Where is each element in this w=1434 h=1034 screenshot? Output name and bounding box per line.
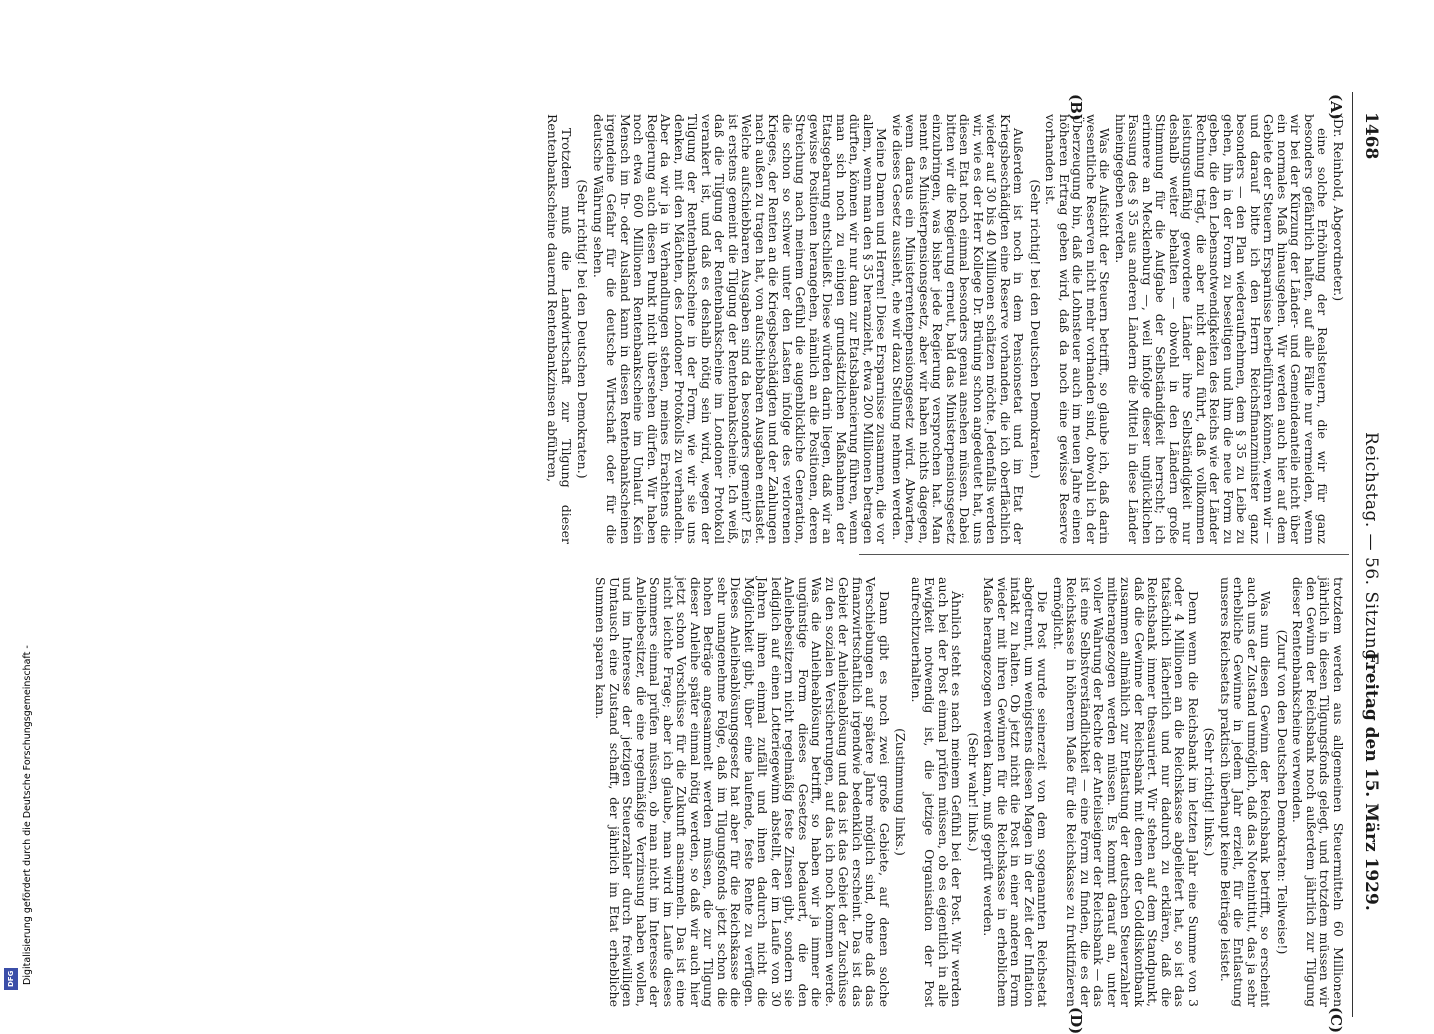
paragraph: Was nun diesen Gewinn der Reichsbank betrifft, so erscheint auch uns der Zustand unmöglich, daß das Notenintitut, das ja sehr erhebliche Gewinne in jedem Jahr erzielt, für die Entlastung unseres Reichsetats praktisch überhaupt keine Beiträge leistet. (1218, 577, 1274, 1007)
speaker-line: (Dr. Reinhold, Abgeordneter.) (1331, 114, 1346, 302)
paragraph: Meine Damen und Herren! Diese Ersparnisse zusammen, die vor allem, wenn man den § 35 heranzieht, etwa 200 Millionen betragen dürften, können wir nur dann zur Etatsbalancierung führen, wenn man sich noch zu einigen grundsätzlichen Maßnahmen der Etatsgebarung entschließt. Diese würden darin liegen, daß wir an gewisse Positionen herangehen, nämlich an die Positionen, deren Streichung nach meinem Gefühl die augenblickliche Generation, die schon so schwer unter den Lasten infolge des verlorenen Krieges, der Renten an die Kriegsbeschädigten und der Zahlungen nach außen zu tragen hat, von aufschiebbaren Ausgaben entlastet. Welche aufschiebbaren Ausgaben sind da besonders gemeint? Es ist erstens gemeint die Tilgung der Rentenbankscheine. Ich weiß, daß die Tilgung der Rentenbankscheine im Londoner Protokoll verankert ist, und daß es deshalb nötig sein wird, wegen der Tilgung der Rentenbankscheine in der Form, wie wir sie uns denken, mit den Mächten, des Londoner Protokolls zu verhandeln. Aber da wir ja in Verhandlungen stehen, meines Erachtens die Regierung auch diesen Punkt nicht übersehen dürfen. Wir haben noch etwa 600 Millionen Rentenbankscheine im Umlauf. Kein Mensch im In- oder Ausland kann in diesen Rentenbankscheinen irgendeine Gefahr für die deutsche Wirtschaft oder für die deutsche Währung sehen. (591, 114, 890, 544)
page-header (1355, 92, 1385, 1017)
margin-marker-d: (D) (1067, 1007, 1085, 1034)
paragraph: Trotzdem muß die Landwirtschaft zur Tilgung dieser Rentenbankscheine dauernd Rentenbankzinsen abführen, (545, 114, 574, 544)
interjection: (Sehr wahr! links.) (966, 732, 981, 852)
paragraph: Die Post wurde seinerzeit von dem sogenannten Reichsetat abgetrennt, um wenigstens diesen Magen in der Zeit der Inflation intakt zu halten. Ob jetzt nicht die Post in einer anderen Form wieder mit ihren Gewinnen für die Reichskasse in erheblichem Maße herangezogen werden kann, muß geprüft werden. (981, 577, 1051, 1007)
interjection: (Zuruf von den Deutschen Demokraten: Teilweise!) (1275, 629, 1290, 955)
paragraph: Außerdem ist noch in dem Pensionsetat und im Etat der Kriegsbeschädigten eine Reserve vorhanden, die ich oberflächlich wieder auf 30 bis 40 Millionen schätzen möchte. Jedenfalls werden wir, wie es der Herr Kollege Dr. Brüning schon angedeutet hat, uns diesen Etat noch einmal besonders genau ansehen müssen. Dabei bitten wir die Regierung erneut, bald das Ministerpensionsgesetz einzubringen, was bisher jede Regierung versprochen hat. Man nennt es Ministerpensionsgesetz, aber wir haben nichts dagegen, wenn daraus ein Ministerrentenpensionsgesetz wird. Abwarten, wie dieses Gesetz aussieht, ehe wir dazu Stellung nehmen werden. (890, 114, 1027, 544)
column-divider (859, 554, 1349, 555)
interjection: (Sehr richtig! links.) (1202, 727, 1218, 857)
rotated-page (120, 92, 1385, 1034)
paragraph: Denn wenn die Reichsbank im letzten Jahr eine Summe von 3 oder 4 Millionen an die Reichskasse abgeliefert hat, so ist das tatsächlich lächerlich und nur dadurch zu erklären, daß die Reichsbank immer thesauriert. Wir stehen auf dem Standpunkt, daß die Gewinne der Reichsbank mit denen der Golddiskontbank zusammen allmählich zur Entlastung der deutschen Steuerzahler mitherangezogen werden müssen. Es kommt darauf an, unter voller Wahrung der Rechte der Anteilseigner der Reichsbank — das ist eine Selbstverständlichkeit — eine Form zu finden, die es der Reichskasse in höherem Maße für die Reichskasse zu fruktifizieren ermöglicht. (1051, 577, 1201, 1007)
margin-marker-c: (C) (1327, 1007, 1345, 1034)
header-rule (1352, 92, 1353, 1017)
paragraph: Ähnlich steht es nach meinem Gefühl bei der Post. Wir werden auch bei der Post einmal prüfen müssen, ob es eigentlich in alle Ewigkeit notwendig ist, die jetzige Organisation der Post aufrechtzuerhalten. (909, 577, 965, 1007)
page-title: Reichstag. — 56. Sitzung. (1361, 432, 1381, 667)
paragraph: eine solche Erhöhung der Realsteuern, die wir für ganz besonders gefährlich halten, auf alle Fälle nur vermeiden, wenn wir bei der Kürzung der Länder- und Gemeindeanteile nicht über ein normales Maß hinausgehen. Wir werden auch hier auf dem Gebiete der Steuern Ersparnisse herbeiführen können, wenn wir — und darauf bitte ich den Herrn Reichsfinanzminister ganz besonders — den Plan wiederaufnehmen, dem § 35 zu Leibe zu gehen, ihn in der Form zu beseitigen und ihm die neue Form zu geben, die den Lebensnotwendigkeiten des Reichs wie der Länder Rechnung trägt, die aber nicht dazu führt, daß vollkommen leistungsunfähig gewordene Länder ihre Selbständigkeit nur deshalb weiter behalten — obwohl in den Ländern große Stimmung für die Aufgabe der Selbständigkeit herrscht; ich erinnere an Mecklenburg —, weil infolge dieser unglücklichen Fassung des § 35 aus anderen Ländern die Mittel in diese Länder hineingegeben werden. (1113, 114, 1331, 544)
margin-marker-b: (B) (1067, 94, 1085, 121)
dfg-logo: DFG (4, 968, 18, 990)
interjection: (Sehr richtig! bei den Deutschen Demokraten.) (575, 179, 591, 479)
page-date: Freitag den 15. März 1929. (1361, 652, 1381, 911)
paragraph: Dann gibt es noch zwei große Gebiete, auf denen solche Verschiebungen auf spätere Jahre möglich sind, ohne daß das finanzwirtschaftlich irgendwie bedenklich erscheint. Das ist das Gebiet der Anleiheablösung und das ist das Gebiet der Zuschüsse zu den sozialen Versicherungen, auf das ich noch kommen werde. Was die Anleiheablösung betrifft, so haben wir ja immer die ungünstige Form dieses Gesetzes bedauert, die den Anleihebesitzern nicht regelmäßig feste Zinsen gibt, sondern sie lediglich auf einen Lotteriegewinn abstellt, der im Laufe von 30 Jahren ihnen einmal zufällt und ihnen dadurch nicht die Möglichkeit gibt, über eine laufende, feste Rente zu verfügen. Dieses Anleiheablösungsgesetz hat aber für die Reichskasse die sehr unangenehme Folge, daß im Tilgungsfonds jetzt schon die hohen Beträge angesammelt werden müssen, die zur Tilgung dieser Anleihe später einmal nötig werden, so daß wir auch hier jetzt schon Vorschüsse für die Zukunft ansammeln. Das ist eine nicht leichte Frage; aber ich glaube, man wird im Laufe dieses Sommers einmal prüfen müssen, ob man nicht im Interesse der Anleihebesitzer, die eine regelmäßige Verzinsung haben wollen, und im Interesse der jetzigen Steuerzahler durch freiwilligen Umtausch eine Zustand schafft, der jährlich im Etat erhebliche Summen sparen kann. (593, 577, 892, 1007)
interjection: (Sehr richtig! bei den Deutschen Demokraten.) (1028, 179, 1043, 479)
left-column (544, 114, 1345, 544)
margin-marker-a: (A) (1327, 94, 1345, 120)
page-number: 1468 (1361, 112, 1381, 160)
digitization-note: Digitalisierung gefördert durch die Deutsche Forschungsgemeinschaft - (22, 645, 33, 985)
interjection: (Zustimmung links.) (893, 728, 909, 856)
right-column (592, 577, 1345, 1007)
paragraph: trotzdem werden aus allgemeinen Steuermitteln 60 Millionen jährlich in diesen Tilgungsfonds gelegt, und trotzdem müssen wir den Gewinn der Reichsbank noch außerdem jährlich zur Tilgung dieser Rentenbankscheine verwenden. (1290, 577, 1346, 1007)
paragraph: Was die Aufsicht der Steuern betrifft, so glaube ich, daß darin wesentliche Reserven nicht mehr vorhanden sind, obwohl ich der Überzeugung bin, daß die Lohnsteuer auch im neuen Jahre einen höheren Ertrag geben wird, daß da noch eine gewisse Reserve vorhanden ist. (1043, 114, 1113, 544)
